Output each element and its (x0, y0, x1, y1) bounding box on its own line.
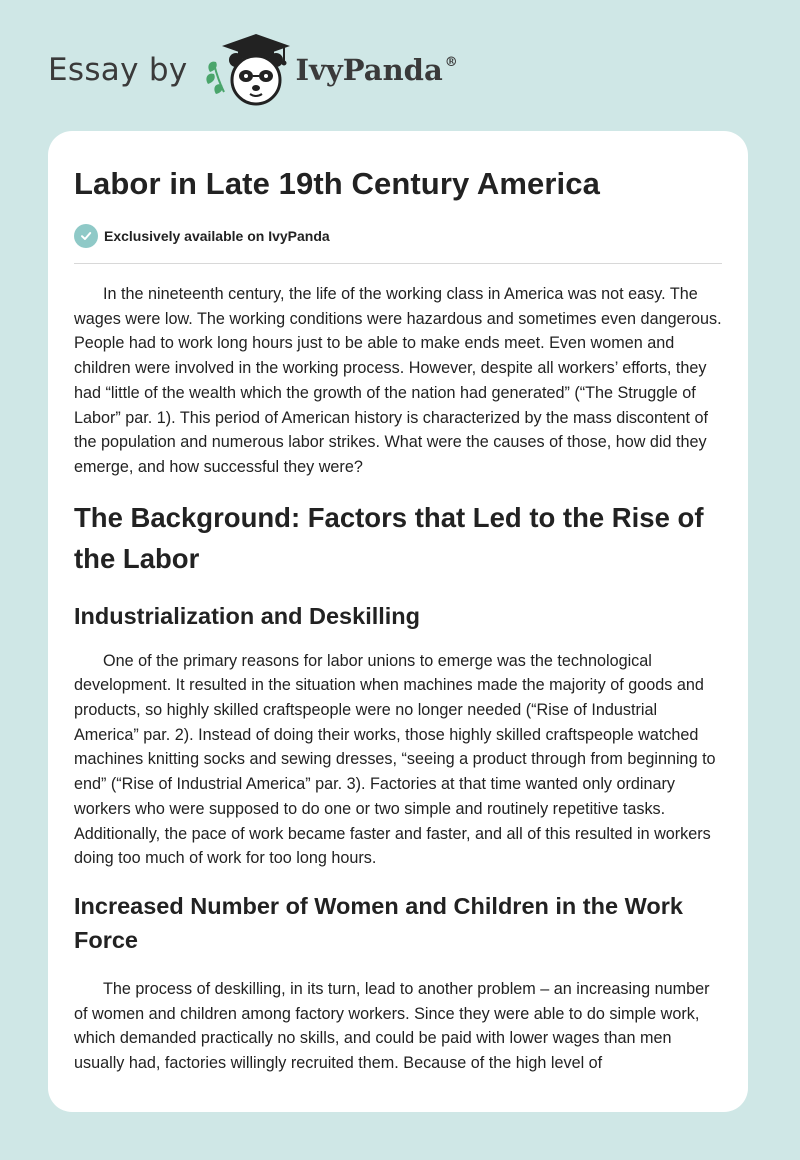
ivypanda-wordmark (296, 53, 458, 87)
brand-name-text: IvyPanda (295, 53, 443, 87)
essay-card (48, 131, 748, 1112)
essay-title: Labor in Late 19th Century America (74, 166, 600, 201)
women-children-paragraph: The process of deskilling, in its turn, lead to another problem – an increasing number of women and children among factory workers. Since they were able to do simple work, which demanded practically no skills, and could be paid with lower wages than men usually had, factories willingly recruited them. Because of the high level of (74, 979, 710, 1073)
intro-paragraph: In the nineteenth century, the life of the working class in America was not easy. The wages were low. The working conditions were hazardous and sometimes even dangerous. People had to work long hours just to be able to make ends meet. Even women and children were involved in the working process. However, despite all workers’ efforts, they had “little of the wealth which the growth of the nation had generated” (“The Struggle of Labor” par. 1). This period of American history is characterized by the mass discontent of the population and numerous labor strikes. What were the causes of those, how did they emerge, and how successful they were? (74, 285, 722, 476)
subsection-heading-women-children: Increased Number of Women and Children in the Work Force (74, 892, 683, 953)
checkmark-icon (74, 224, 98, 248)
exclusive-badge (74, 223, 722, 249)
deskilling-paragraph: One of the primary reasons for labor unions to emerge was the technological development. It resulted in the situation when machines made the majority of goods and products, so highly skilled craftspeople were no longer needed (“Rise of Industrial America” par. 2). Instead of doing their works, those highly skilled craftspeople watched machines knitting socks and sewing dresses, “seeing a product through from beginning to end” (“Rise of Industrial America” par. 3). Factories at that time wanted only ordinary workers who were supposed to do one or two simple and routinely repetitive tasks. Additionally, the pace of work became faster and faster, and all of this resulted in workers doing too much of work for too long hours. (74, 651, 716, 868)
divider (74, 263, 722, 264)
subsection-heading-deskilling: Industrialization and Deskilling (74, 602, 421, 629)
essay-by-label: Essay by (48, 52, 188, 88)
badge-label: Exclusively available on IvyPanda (104, 228, 330, 244)
section-heading: The Background: Factors that Led to the Rise of the Labor (74, 501, 704, 574)
panda-logo-icon (204, 30, 294, 110)
registered-mark: ® (444, 55, 458, 70)
brand-header[interactable] (48, 30, 458, 110)
